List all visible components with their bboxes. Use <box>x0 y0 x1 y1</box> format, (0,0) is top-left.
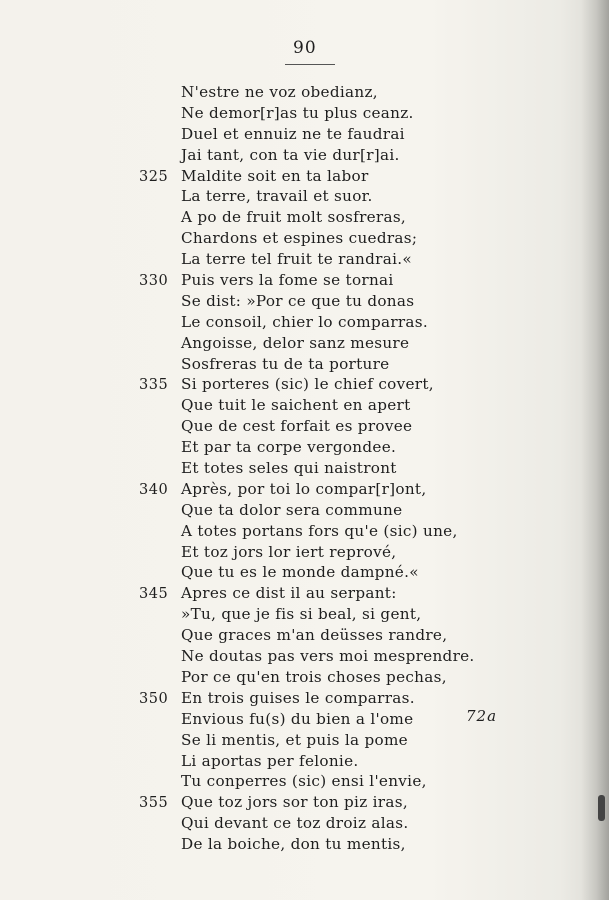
verse-text: Que tu es le monde dampné.« <box>181 563 419 582</box>
verse-line <box>139 354 499 375</box>
verse-line <box>139 270 499 291</box>
line-number: 340 <box>139 481 169 498</box>
verse-line <box>139 771 499 792</box>
verse-line <box>139 583 499 604</box>
verse-text: De la boiche, don tu mentis, <box>181 835 406 854</box>
verse-text: Ne demor[r]as tu plus ceanz. <box>181 103 414 122</box>
verse-line <box>139 249 499 270</box>
verse-line <box>139 291 499 312</box>
verse-line <box>139 625 499 646</box>
verse-line <box>139 312 499 333</box>
verse-line <box>139 709 499 730</box>
verse-text: Li aportas per felonie. <box>181 751 359 770</box>
verse-text: En trois guises le comparras. <box>181 688 415 707</box>
verse-text: Maldite soit en ta labor <box>181 166 369 185</box>
verse-text: Angoisse, delor sanz mesure <box>181 333 410 352</box>
verse-text: La terre, travail et suor. <box>181 187 373 206</box>
page-edge-mark <box>598 795 605 821</box>
line-number: 355 <box>139 795 169 812</box>
verse-text: Et par ta corpe vergondee. <box>181 438 397 457</box>
verse-line <box>139 792 499 813</box>
verse-text: »Tu, que je fis si beal, si gent, <box>181 605 422 624</box>
verse-line <box>139 500 499 521</box>
verse-line <box>139 667 499 688</box>
verse-block <box>139 82 499 855</box>
line-number: 345 <box>139 586 169 603</box>
verse-line <box>139 186 499 207</box>
verse-line <box>139 458 499 479</box>
verse-text: La terre tel fruit te randrai.« <box>181 250 412 269</box>
verse-text: Puis vers la fome se tornai <box>181 271 394 290</box>
verse-line <box>139 395 499 416</box>
verse-line <box>139 813 499 834</box>
verse-line <box>139 124 499 145</box>
verse-text: Duel et ennuiz ne te faudrai <box>181 124 405 143</box>
verse-line <box>139 834 499 855</box>
verse-text: Qui devant ce toz droiz alas. <box>181 814 409 833</box>
verse-line <box>139 688 499 709</box>
verse-line <box>139 646 499 667</box>
verse-text: Envious fu(s) du bien a l'ome <box>181 709 414 728</box>
verse-line <box>139 145 499 166</box>
verse-line <box>139 333 499 354</box>
line-number: 330 <box>139 273 169 290</box>
verse-text: Et totes seles qui naistront <box>181 459 397 478</box>
verse-line <box>139 437 499 458</box>
verse-text: Ne doutas pas vers moi mesprendre. <box>181 647 475 666</box>
verse-text: Que toz jors sor ton piz iras, <box>181 793 408 812</box>
verse-line <box>139 542 499 563</box>
header-rule <box>285 64 335 65</box>
verse-text: Que de cest forfait es provee <box>181 417 413 436</box>
verse-line <box>139 228 499 249</box>
verse-text: Que tuit le saichent en apert <box>181 396 411 415</box>
verse-text: Le consoil, chier lo comparras. <box>181 312 429 331</box>
verse-line <box>139 562 499 583</box>
verse-text: Apres ce dist il au serpant: <box>181 584 397 603</box>
page-edge-shadow <box>581 0 609 900</box>
verse-text: A po de fruit molt sosfreras, <box>181 208 407 227</box>
line-number: 325 <box>139 168 169 185</box>
verse-line <box>139 604 499 625</box>
verse-line <box>139 166 499 187</box>
folio-margin-note: 72a <box>466 707 498 725</box>
verse-line <box>139 479 499 500</box>
verse-text: Jai tant, con ta vie dur[r]ai. <box>181 145 400 164</box>
verse-text: Se dist: »Por ce que tu donas <box>181 291 415 310</box>
verse-line <box>139 82 499 103</box>
verse-line <box>139 103 499 124</box>
verse-line <box>139 751 499 772</box>
verse-text: Après, por toi lo compar[r]ont, <box>181 479 427 498</box>
verse-text: Tu conperres (sic) ensi l'envie, <box>181 772 427 791</box>
page-number: 90 <box>293 38 317 58</box>
verse-text: Sosfreras tu de ta porture <box>181 354 390 373</box>
line-number: 350 <box>139 690 169 707</box>
verse-line <box>139 416 499 437</box>
verse-line <box>139 207 499 228</box>
verse-line <box>139 521 499 542</box>
verse-text: Por ce qu'en trois choses pechas, <box>181 667 447 686</box>
verse-line <box>139 730 499 751</box>
verse-text: Si porteres (sic) le chief covert, <box>181 375 434 394</box>
verse-line <box>139 374 499 395</box>
line-number: 335 <box>139 377 169 394</box>
verse-text: Et toz jors lor iert reprové, <box>181 542 397 561</box>
verse-text: Que graces m'an deüsses randre, <box>181 626 448 645</box>
verse-text: Chardons et espines cuedras; <box>181 229 418 248</box>
verse-text: N'estre ne voz obedianz, <box>181 83 378 101</box>
verse-text: Se li mentis, et puis la pome <box>181 730 408 749</box>
verse-text: Que ta dolor sera commune <box>181 500 403 519</box>
verse-text: A totes portans fors qu'e (sic) une, <box>181 521 458 540</box>
